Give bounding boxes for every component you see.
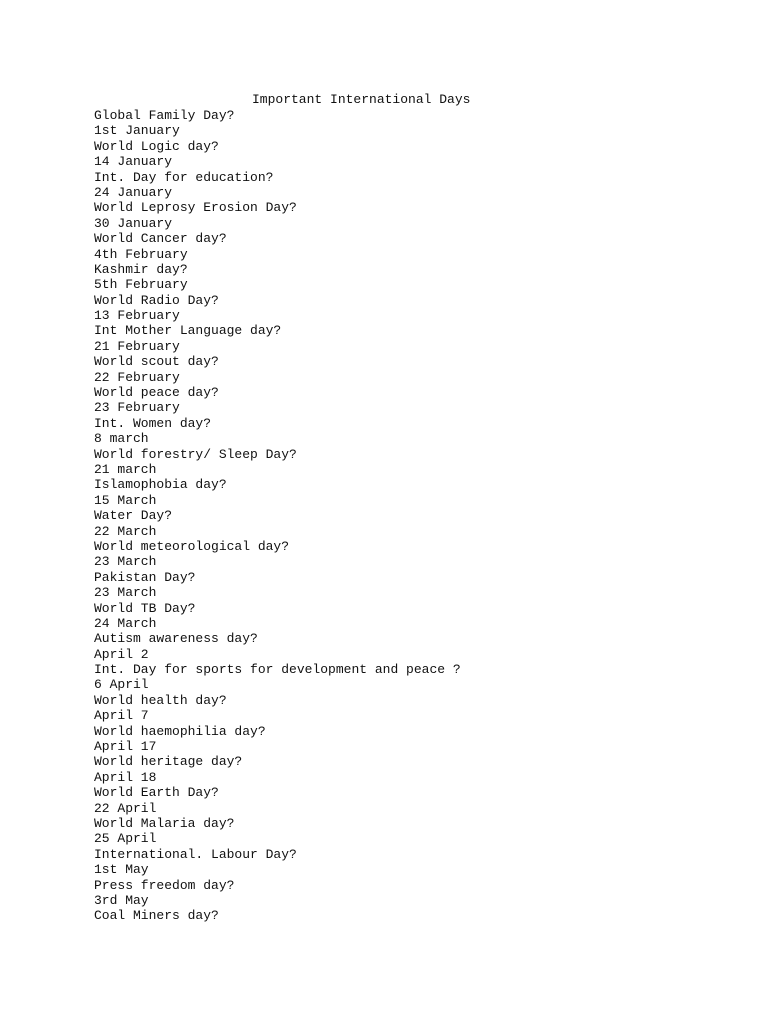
document-line: World scout day? <box>94 354 219 370</box>
document-line: April 17 <box>94 739 157 755</box>
document-line: Autism awareness day? <box>94 631 258 647</box>
document-line: World Earth Day? <box>94 785 219 801</box>
document-line: World peace day? <box>94 385 219 401</box>
document-line: Int. Day for sports for development and peace ? <box>94 662 461 678</box>
document-line: 24 January <box>94 184 173 200</box>
document-line: World Radio Day? <box>94 292 219 308</box>
document-line: 13 February <box>94 308 180 324</box>
document-line: Global Family Day? <box>94 108 235 123</box>
document-line: 24 March <box>94 615 157 631</box>
document-line: Kashmir day? <box>94 261 188 277</box>
document-line: World Malaria day? <box>94 815 235 831</box>
document-line: Int. Day for education? <box>94 169 274 185</box>
document-line: 22 April <box>94 800 157 816</box>
document-line: Int Mother Language day? <box>94 323 282 339</box>
document-line: World heritage day? <box>94 754 243 770</box>
document-line: 3rd May <box>94 892 149 908</box>
document-line: World Logic day? <box>94 138 219 154</box>
document-line: World meteorological day? <box>94 538 290 554</box>
document-title: Important International Days <box>252 92 471 107</box>
document-line: April 2 <box>94 646 149 662</box>
document-line: 6 April <box>94 677 149 693</box>
document-line: World Cancer day? <box>94 231 227 247</box>
document-line: World health day? <box>94 692 227 708</box>
document-lines <box>94 108 461 924</box>
document-line: World forestry/ Sleep Day? <box>94 446 297 462</box>
document-line: International. Labour Day? <box>94 846 297 862</box>
document-line: 14 January <box>94 154 173 170</box>
document-line: 22 February <box>94 369 180 385</box>
document-line: Islamophobia day? <box>94 477 227 493</box>
document-line: 30 January <box>94 215 173 231</box>
document-line: 21 march <box>94 461 157 477</box>
document-line: 8 march <box>94 431 149 447</box>
document-line: World TB Day? <box>94 600 196 616</box>
document-line: 23 March <box>94 554 157 570</box>
document-line: 1st May <box>94 862 149 878</box>
document-line: 23 March <box>94 585 157 601</box>
document-line: 4th February <box>94 246 188 262</box>
document-line: 1st January <box>94 123 180 139</box>
document-line: Water Day? <box>94 508 173 524</box>
document-line: Coal Miners day? <box>94 908 219 924</box>
document-line: April 18 <box>94 769 157 785</box>
document-line: April 7 <box>94 708 149 724</box>
document-line: 15 March <box>94 492 157 508</box>
document-line: Pakistan Day? <box>94 569 196 585</box>
document-line: 25 April <box>94 831 157 847</box>
document-line: 21 February <box>94 338 180 354</box>
document-line: World haemophilia day? <box>94 723 266 739</box>
document-line: 5th February <box>94 277 188 293</box>
document-line: 22 March <box>94 523 157 539</box>
document-line: 23 February <box>94 400 180 416</box>
document-line: World Leprosy Erosion Day? <box>94 200 297 216</box>
document-line: Int. Women day? <box>94 415 212 431</box>
document-line: Press freedom day? <box>94 877 235 893</box>
